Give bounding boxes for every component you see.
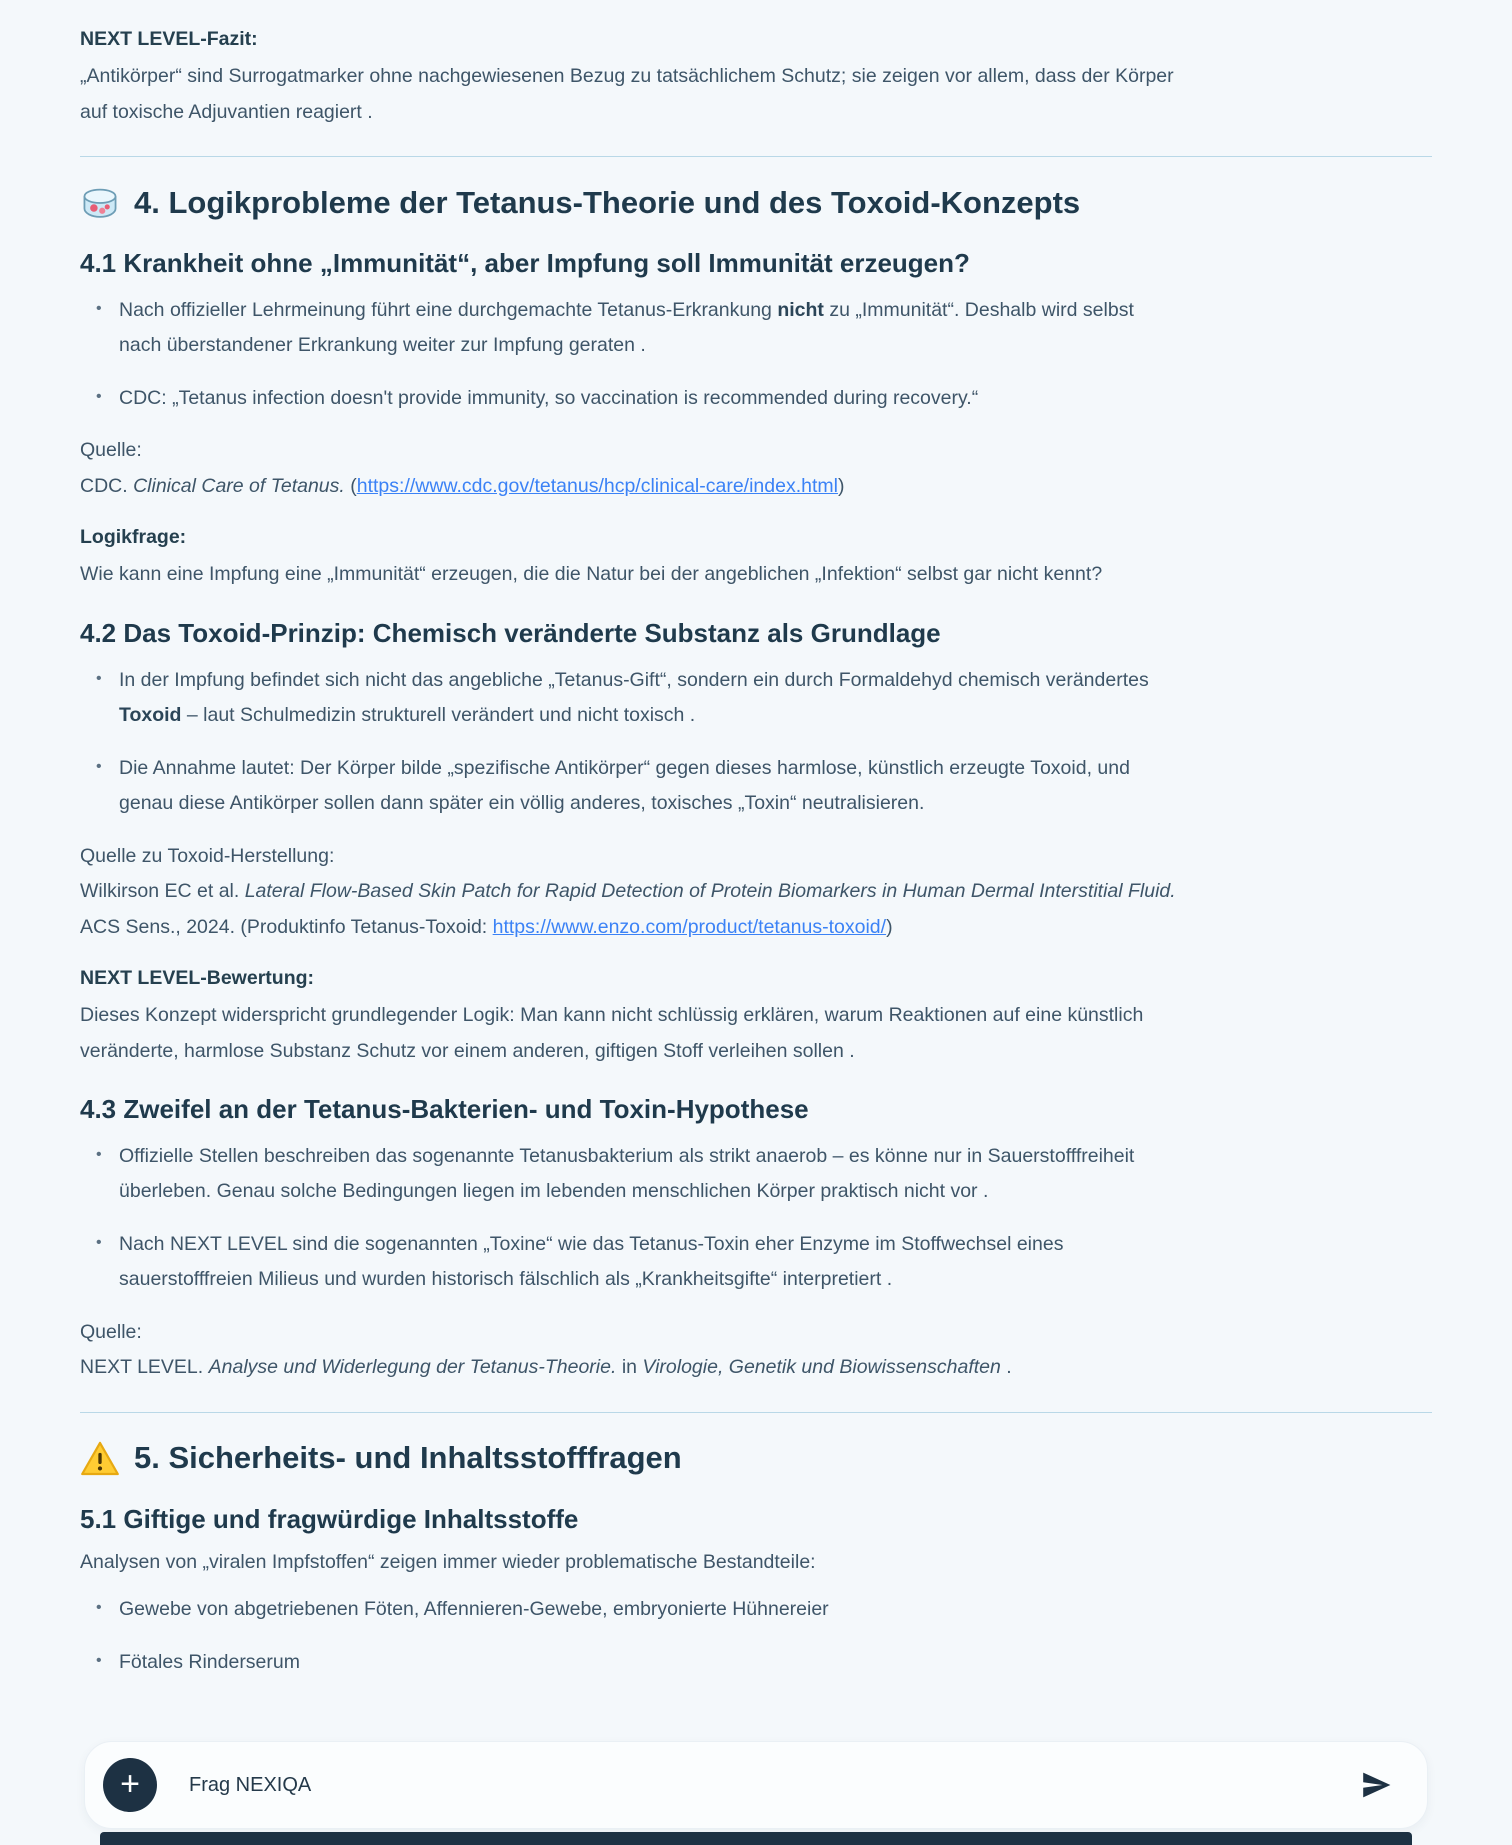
text-segment: Wilkirson EC et al.	[80, 880, 245, 903]
text-segment: CDC: „Tetanus infection doesn't provide immunity, so vaccination is recommended during recovery.“	[119, 386, 979, 409]
paragraph	[80, 1315, 1185, 1350]
send-button[interactable]	[1359, 1768, 1393, 1802]
text-segment: Quelle:	[80, 1320, 142, 1343]
plus-icon: +	[120, 1764, 140, 1803]
text-segment: Die Annahme lautet: Der Körper bilde „spezifische Antikörper“ gegen dieses harmlose, künstlich erzeugte Toxoid, und genau diese Antikörper sollen dann später ein völlig anderes, toxisches „Toxin“ neutralisieren.	[119, 756, 1130, 815]
text-segment: Fötales Rinderserum	[119, 1650, 300, 1673]
paragraph	[80, 1350, 1185, 1385]
text-segment: In der Impfung befindet sich nicht das angebliche „Tetanus-Gift“, sondern ein durch Formaldehyd chemisch verändertes	[119, 668, 1149, 691]
text-segment: Quelle:	[80, 439, 142, 462]
text-segment: Clinical Care of Tetanus.	[133, 474, 345, 497]
petri-dish-icon	[80, 183, 120, 223]
section-divider	[80, 1412, 1432, 1413]
text-segment: .	[1000, 1356, 1012, 1379]
home-indicator-bar	[100, 1832, 1412, 1845]
text-segment: )	[886, 915, 893, 938]
bullet-list	[80, 663, 1432, 822]
chat-composer	[84, 1741, 1428, 1829]
inline-label: NEXT LEVEL-Fazit:	[80, 28, 258, 50]
list-item	[94, 1645, 1174, 1680]
text-segment: Virologie, Genetik und Biowissenschaften	[642, 1356, 1001, 1379]
paragraph	[80, 557, 1185, 592]
citation-link[interactable]: https://www.enzo.com/product/tetanus-toxoid/	[492, 915, 887, 938]
text-segment: Analysen von „viralen Impfstoffen“ zeigen immer wieder problematische Bestandteile:	[80, 1550, 816, 1573]
text-segment: Dieses Konzept widerspricht grundlegender Logik: Man kann nicht schlüssig erklären, warum Reaktionen auf eine künstlich veränderte, harmlose Substanz Schutz vor einem anderen, giftigen Stoff verleihen sollen .	[80, 1004, 1144, 1062]
text-segment: Gewebe von abgetriebenen Föten, Affennieren-Gewebe, embryonierte Hühnereier	[119, 1598, 829, 1621]
text-segment: Nach NEXT LEVEL sind die sogenannten „Toxine“ wie das Tetanus-Toxin eher Enzyme im Stoffwechsel eines sauerstofffreien Milieus und wurden historisch fälschlich als „Krankheitsgifte“ interpretiert .	[119, 1232, 1064, 1291]
text-segment: Wie kann eine Impfung eine „Immunität“ erzeugen, die die Natur bei der angeblichen „Infektion“ selbst gar nicht kennt?	[80, 563, 1103, 586]
text-segment: (	[344, 474, 357, 497]
paragraph	[80, 839, 1185, 874]
subsection-heading: 5.1 Giftige und fragwürdige Inhaltsstoffe	[80, 1503, 579, 1534]
send-icon	[1360, 1769, 1392, 1801]
text-segment: Toxoid	[119, 704, 182, 727]
text-segment: – laut Schulmedizin strukturell verändert und nicht toxisch .	[181, 704, 696, 727]
paragraph	[80, 874, 1185, 945]
citation-link[interactable]: https://www.cdc.gov/tetanus/hcp/clinical-care/index.html	[356, 474, 838, 497]
attach-button[interactable]	[103, 1758, 157, 1812]
warning-icon	[80, 1439, 120, 1479]
bullet-list	[80, 1592, 1432, 1680]
section-heading-text: 5. Sicherheits- und Inhaltsstofffragen	[134, 1440, 682, 1476]
text-segment: Nach offizieller Lehrmeinung führt eine durchgemachte Tetanus-Erkrankung	[119, 298, 778, 321]
bullet-list	[80, 1139, 1432, 1298]
paragraph	[80, 59, 1185, 130]
subsection-heading: 4.1 Krankheit ohne „Immunität“, aber Impfung soll Immunität erzeugen?	[80, 248, 970, 279]
text-segment: Quelle zu Toxoid-Herstellung:	[80, 844, 335, 867]
subsection-heading: 4.3 Zweifel an der Tetanus-Bakterien- und Toxin-Hypothese	[80, 1094, 809, 1125]
list-item	[94, 1139, 1174, 1210]
subsection-heading: 4.2 Das Toxoid-Prinzip: Chemisch veränderte Substanz als Grundlage	[80, 617, 941, 648]
bullet-list	[80, 293, 1432, 416]
text-segment: )	[837, 474, 845, 497]
paragraph	[80, 469, 1185, 504]
section-heading	[80, 183, 1432, 223]
list-item	[94, 1227, 1174, 1298]
text-segment: NEXT LEVEL.	[80, 1356, 209, 1379]
text-segment: Offizielle Stellen beschreiben das sogenannte Tetanusbakterium als strikt anaerob – es könne nur in Sauerstofffreiheit überleben. Genau solche Bedingungen liegen im lebenden menschlichen Körper praktisch nicht vor .	[119, 1144, 1135, 1203]
text-segment: Analyse und Widerlegung der Tetanus-Theorie.	[208, 1356, 617, 1379]
paragraph	[80, 1545, 1185, 1580]
paragraph	[80, 998, 1185, 1069]
text-segment: „Antikörper“ sind Surrogatmarker ohne nachgewiesenen Bezug zu tatsächlichem Schutz; sie zeigen vor allem, dass der Körper auf toxische Adjuvantien reagiert .	[80, 65, 1174, 123]
text-segment: CDC.	[80, 474, 134, 497]
text-segment: zu „Immunität“. Deshalb wird selbst nach überstandener Erkrankung weiter zur Impfung geraten .	[119, 298, 1134, 357]
text-segment: nicht	[777, 298, 824, 321]
message-input[interactable]	[187, 1773, 1359, 1798]
list-item	[94, 293, 1174, 364]
section-heading-text: 4. Logikprobleme der Tetanus-Theorie und des Toxoid-Konzepts	[134, 184, 1081, 220]
section-divider	[80, 156, 1432, 157]
section-heading	[80, 1439, 1432, 1479]
list-item	[94, 663, 1174, 734]
inline-label: NEXT LEVEL-Bewertung:	[80, 967, 315, 990]
paragraph	[80, 433, 1185, 468]
text-segment: in	[616, 1356, 643, 1379]
list-item	[94, 1592, 1174, 1627]
list-item	[94, 751, 1174, 822]
list-item	[94, 381, 1174, 416]
inline-label: Logikfrage:	[80, 526, 187, 549]
text-segment: ACS Sens., 2024. (Produktinfo Tetanus-Toxoid:	[80, 915, 493, 938]
text-segment: Lateral Flow-Based Skin Patch for Rapid Detection of Protein Biomarkers in Human Dermal Interstitial Fluid.	[244, 880, 1176, 903]
